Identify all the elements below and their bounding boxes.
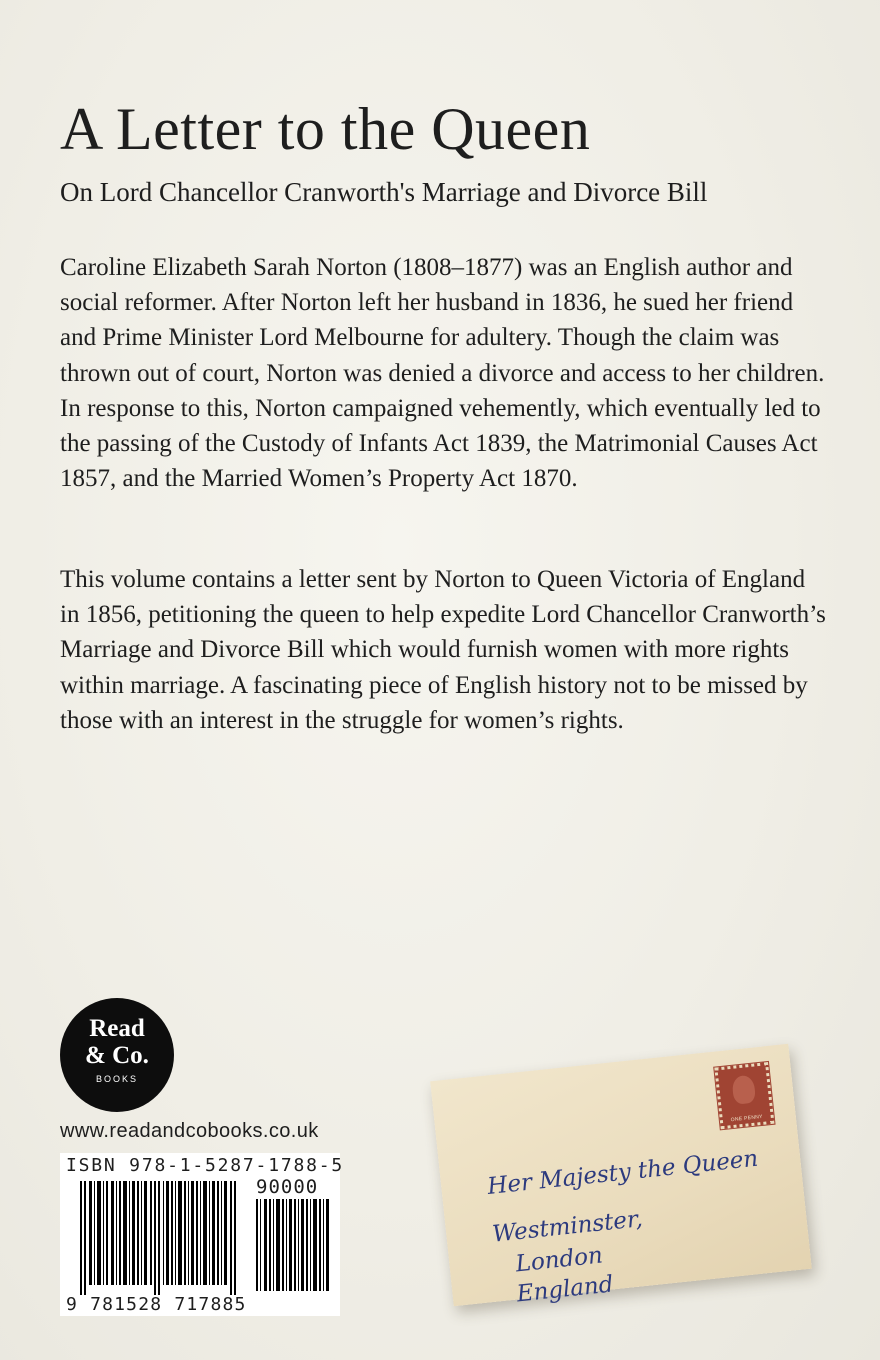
logo-text-books: BOOKS	[95, 1074, 138, 1084]
isbn-barcode	[60, 1153, 345, 1316]
stamp-text: ONE PENNY	[730, 1113, 764, 1124]
address-line-4: England	[515, 1271, 615, 1308]
queen-portrait-icon	[731, 1075, 756, 1105]
publisher-logo	[60, 998, 174, 1112]
barcode-bars	[80, 1181, 240, 1295]
blurb-paragraph-1: Caroline Elizabeth Sarah Norton (1808–1877) was an English author and social reformer. After Norton left her husband in 1836, he sued her friend and Prime Minister Lord Melbourne for adultery. Though the claim was thrown out of court, Norton was denied a divorce and access to her children. In response to this, Norton campaigned vehemently, which eventually led to the passing of the Custody of Infants Act 1839, the Matrimonial Causes Act 1857, and the Married Women’s Property Act 1870.	[60, 254, 825, 493]
price-barcode-bars	[256, 1199, 332, 1291]
price-code: 90000	[256, 1176, 319, 1198]
address-line-1: Her Majesty the Queen	[486, 1145, 760, 1200]
blurb-paragraph-2: This volume contains a letter sent by Norton to Queen Victoria of England in 1856, petitioning the queen to help expedite Lord Chancellor Cranworth’s Marriage and Divorce Bill which would furnish women with more rights within marriage. A fascinating piece of English history not to be missed by those with an interest in the struggle for women’s rights.	[60, 566, 826, 734]
book-title: A Letter to the Queen	[60, 96, 591, 162]
book-subtitle: On Lord Chancellor Cranworth's Marriage and Divorce Bill	[60, 177, 708, 207]
publisher-website: www.readandcobooks.co.uk	[60, 1120, 319, 1142]
logo-text-read: Read	[89, 1015, 145, 1042]
ean-digits: 9 781528 717885	[66, 1294, 247, 1315]
isbn-text: ISBN 978-1-5287-1788-5	[66, 1155, 345, 1176]
address-line-3: London	[514, 1242, 604, 1278]
postage-stamp	[714, 1062, 774, 1129]
logo-text-co: & Co.	[85, 1042, 149, 1069]
envelope-illustration	[430, 1044, 812, 1306]
address-line-2: Westminster,	[491, 1206, 644, 1248]
